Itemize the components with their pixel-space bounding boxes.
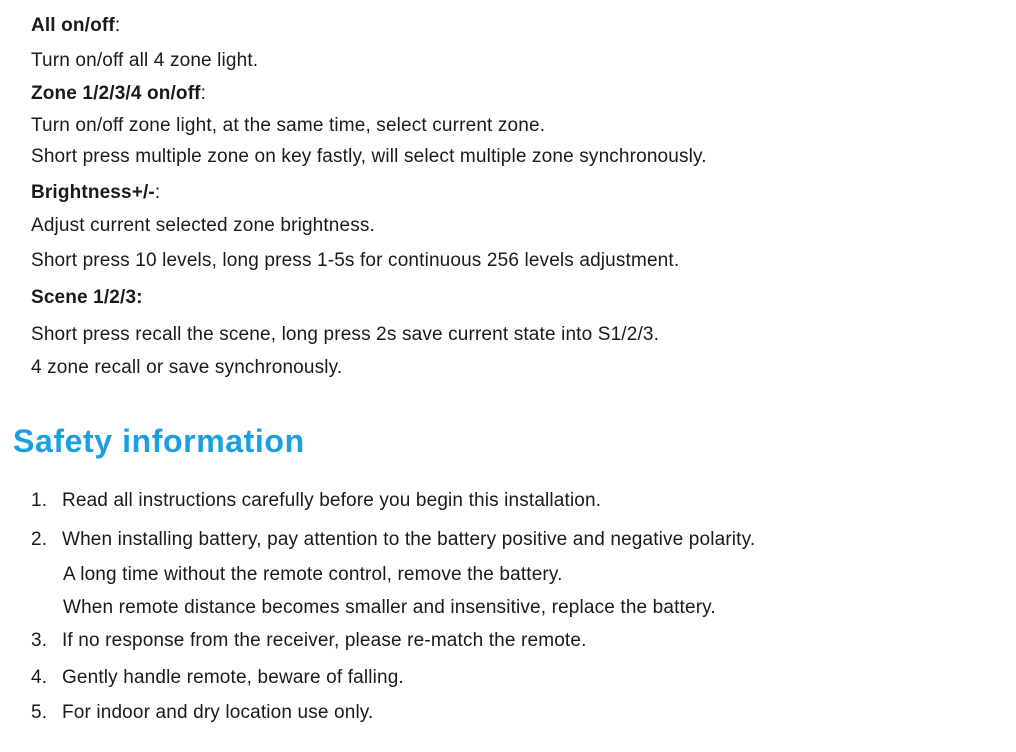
heading-colon: :: [136, 287, 143, 308]
brightness-desc-2: Short press 10 levels, long press 1-5s for continuous 256 levels adjustment.: [31, 250, 680, 271]
heading-text: All on/off: [31, 15, 115, 36]
heading-colon: :: [114, 15, 121, 36]
item-text: For indoor and dry location use only.: [62, 702, 374, 723]
heading-scene: [31, 286, 143, 310]
heading-text: Brightness+/-: [31, 182, 155, 203]
heading-colon: :: [154, 182, 161, 203]
heading-text: Scene 1/2/3: [31, 287, 137, 308]
heading-text: Zone 1/2/3/4 on/off: [31, 83, 201, 104]
item-text: When installing battery, pay attention to the battery positive and negative polarity.: [62, 529, 756, 550]
zone-on-off-desc-2: Short press multiple zone on key fastly, will select multiple zone synchronously.: [31, 146, 707, 167]
item-text: Gently handle remote, beware of falling.: [62, 667, 404, 688]
heading-zone-on-off: [31, 82, 206, 106]
item-number: 3.: [31, 630, 48, 651]
safety-item-3: [31, 629, 587, 653]
item-text: If no response from the receiver, please re-match the remote.: [62, 630, 587, 651]
safety-item-2-sub-2: When remote distance becomes smaller and insensitive, replace the battery.: [63, 597, 716, 618]
zone-on-off-desc-1: Turn on/off zone light, at the same time, select current zone.: [31, 115, 546, 136]
heading-colon: :: [200, 83, 207, 104]
item-number: 5.: [31, 702, 48, 723]
item-number: 1.: [31, 490, 48, 511]
safety-item-1: [31, 489, 601, 513]
scene-desc-2: 4 zone recall or save synchronously.: [31, 357, 343, 378]
scene-desc-1: Short press recall the scene, long press 2s save current state into S1/2/3.: [31, 324, 660, 345]
heading-all-on-off: [31, 14, 120, 38]
brightness-desc-1: Adjust current selected zone brightness.: [31, 215, 375, 236]
item-number: 2.: [31, 529, 48, 550]
item-number: 4.: [31, 667, 48, 688]
heading-brightness: [31, 181, 160, 205]
all-on-off-desc: Turn on/off all 4 zone light.: [31, 50, 259, 71]
safety-item-2-sub-1: A long time without the remote control, remove the battery.: [63, 564, 563, 585]
safety-title: Safety information: [13, 423, 305, 459]
safety-item-4: [31, 666, 404, 690]
safety-item-5: [31, 701, 373, 725]
safety-item-2: [31, 528, 755, 552]
item-text: Read all instructions carefully before you begin this installation.: [62, 490, 602, 511]
